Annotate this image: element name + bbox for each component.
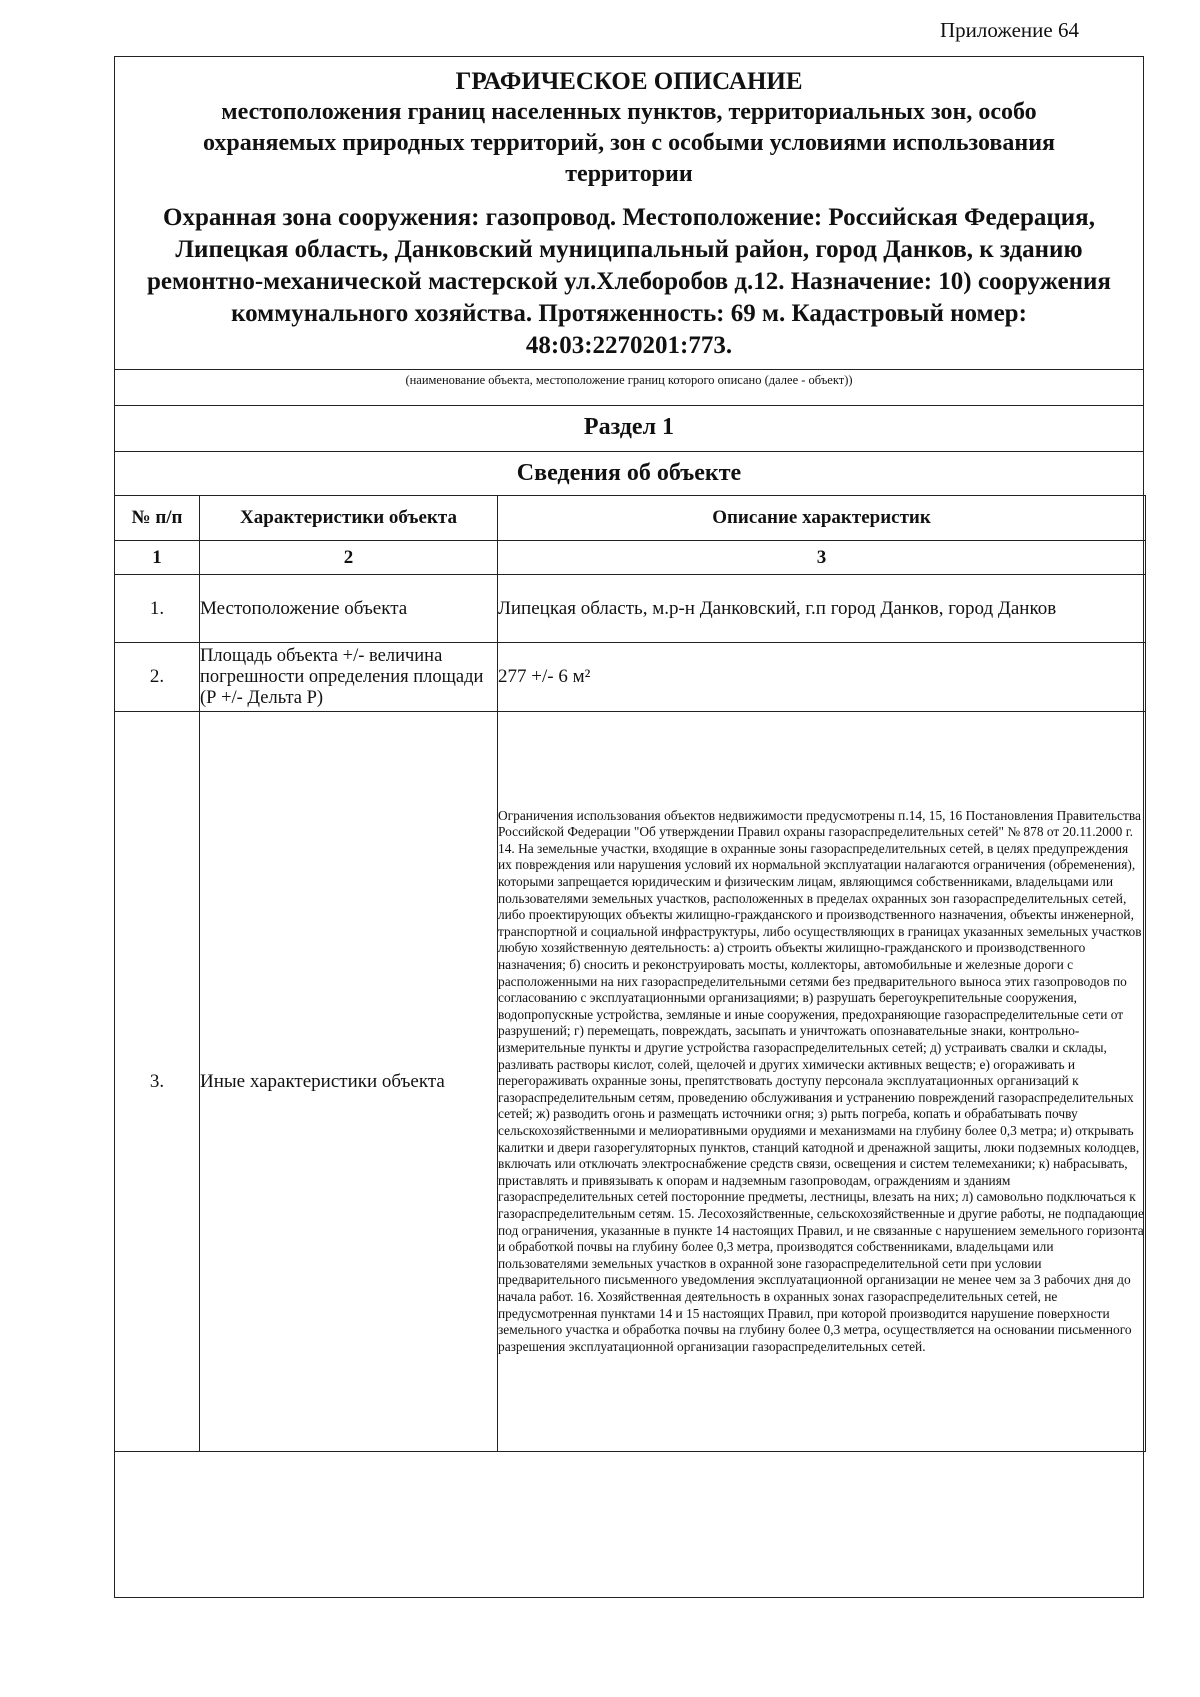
header-cell-number: № п/п [115, 496, 200, 541]
row-value: 277 +/- 6 м² [498, 643, 1146, 712]
column-numbers-row [115, 541, 1146, 575]
appendix-label: Приложение 64 [940, 18, 1079, 42]
table-row [115, 712, 1146, 1452]
section-title: Раздел 1 [583, 414, 675, 440]
document-subtitle: местоположения границ населенных пунктов, территориальных зон, особо охраняемых природных территорий, зон с особыми условиями использования территории [202, 99, 1056, 187]
row-index: 1. [115, 575, 200, 643]
table-row [115, 575, 1146, 643]
divider [115, 451, 1143, 452]
row-value: Ограничения использования объектов недвижимости предусмотрены п.14, 15, 16 Постановления Правительства Российской Федерации "Об утверждении Правил охраны газораспределительных сетей" № 878 от 20.11.2000 г. 14. На земельные участки, входящие в охранные зоны газораспределительных сетей, в целях предупреждения их повреждения или нарушения условий их нормальной эксплуатации налагаются ограничения (обременения), которыми запрещается юридическим и физическим лицам, являющимся собственниками, владельцами или пользователями земельных участков, расположенных в пределах охранных зон газораспределительных сетей, либо проектирующих объекты жилищно-гражданского и производственного назначения, объекты инженерной, транспортной и социальной инфраструктуры, либо осуществляющих в границах указанных земельных участков любую хозяйственную деятельность: а) строить объекты жилищно-гражданского и производственного назначения; б) сносить и реконструировать мосты, коллекторы, автомобильные и железные дороги с расположенными на них газораспределительными сетями без предварительного выноса этих газопроводов по согласованию с эксплуатационными организациями; в) разрушать берегоукрепительные сооружения, водопропускные устройства, земляные и иные сооружения, предохраняющие газораспределительные сети от разрушений; г) перемещать, повреждать, засыпать и уничтожать опознавательные знаки, контрольно-измерительные пункты и другие устройства газораспределительных сетей; д) устраивать свалки и склады, разливать растворы кислот, солей, щелочей и других химически активных веществ; е) огораживать и перегораживать охранные зоны, препятствовать доступу персонала эксплуатационных организаций к газораспределительным сетям, проведению обслуживания и устранению повреждений газораспределительных сетей; ж) разводить огонь и размещать источники огня; з) рыть погреба, копать и обрабатывать почву сельскохозяйственными и мелиоративными орудиями и механизмами на глубину более 0,3 метра; и) открывать калитки и двери газорегуляторных пунктов, станций катодной и дренажной защиты, люки подземных колодцев, включать или отключать электроснабжение средств связи, освещения и систем телемеханики; к) набрасывать, приставлять и привязывать к опорам и надземным газопроводам, ограждениям и зданиям газораспределительных сетей посторонние предметы, лестницы, влезать на них; л) самовольно подключаться к газораспределительным сетям. 15. Лесохозяйственные, сельскохозяйственные и другие работы, не подпадающие под ограничения, указанные в пункте 14 настоящих Правил, и не связанные с нарушением земельного горизонта и обработкой почвы на глубину более 0,3 метра, производятся собственниками, владельцами или пользователями земельных участков в охранной зоне газораспределительной сети при условии предварительного письменного уведомления эксплуатационной организации не менее чем за 3 рабочих дня до начала работ. 16. Хозяйственная деятельность в охранных зонах газораспределительных сетей, не предусмотренная пунктами 14 и 15 настоящих Правил, при которой производится нарушение поверхности земельного участка и обработка почвы на глубину более 0,3 метра, осуществляется на основании письменного разрешения эксплуатационной организации газораспределительных сетей. [498, 712, 1146, 1452]
column-number: 2 [200, 541, 498, 575]
table-header-row [115, 496, 1146, 541]
divider [115, 369, 1143, 370]
row-label: Местоположение объекта [200, 575, 498, 643]
document-title: ГРАФИЧЕСКОЕ ОПИСАНИЕ [455, 68, 803, 95]
header-cell-characteristic: Характеристики объекта [200, 496, 498, 541]
section-subtitle: Сведения об объекте [516, 460, 742, 486]
column-number: 1 [115, 541, 200, 575]
object-description: Охранная зона сооружения: газопровод. Местоположение: Российская Федерация, Липецкая область, Данковский муниципальный район, город Данков, к зданию ремонтно-механической мастерской ул.Хлеборобов д.12. Назначение: 10) сооружения коммунального хозяйства. Протяженность: 69 м. Кадастровый номер: 48:03:2270201:773. [147, 204, 1111, 359]
object-caption: (наименование объекта, местоположение границ которого описано (далее - объект)) [405, 373, 853, 387]
document-header [115, 57, 1143, 369]
object-info-table [114, 495, 1146, 1452]
document-frame [114, 56, 1144, 1598]
header-cell-description: Описание характеристик [498, 496, 1146, 541]
row-value: Липецкая область, м.р-н Данковский, г.п город Данков, город Данков [498, 575, 1146, 643]
row-index: 3. [115, 712, 200, 1452]
row-index: 2. [115, 643, 200, 712]
divider [115, 405, 1143, 406]
row-label: Иные характеристики объекта [200, 712, 498, 1452]
table-row [115, 643, 1146, 712]
column-number: 3 [498, 541, 1146, 575]
row-label: Площадь объекта +/- величина погрешности определения площади (Р +/- Дельта Р) [200, 643, 498, 712]
